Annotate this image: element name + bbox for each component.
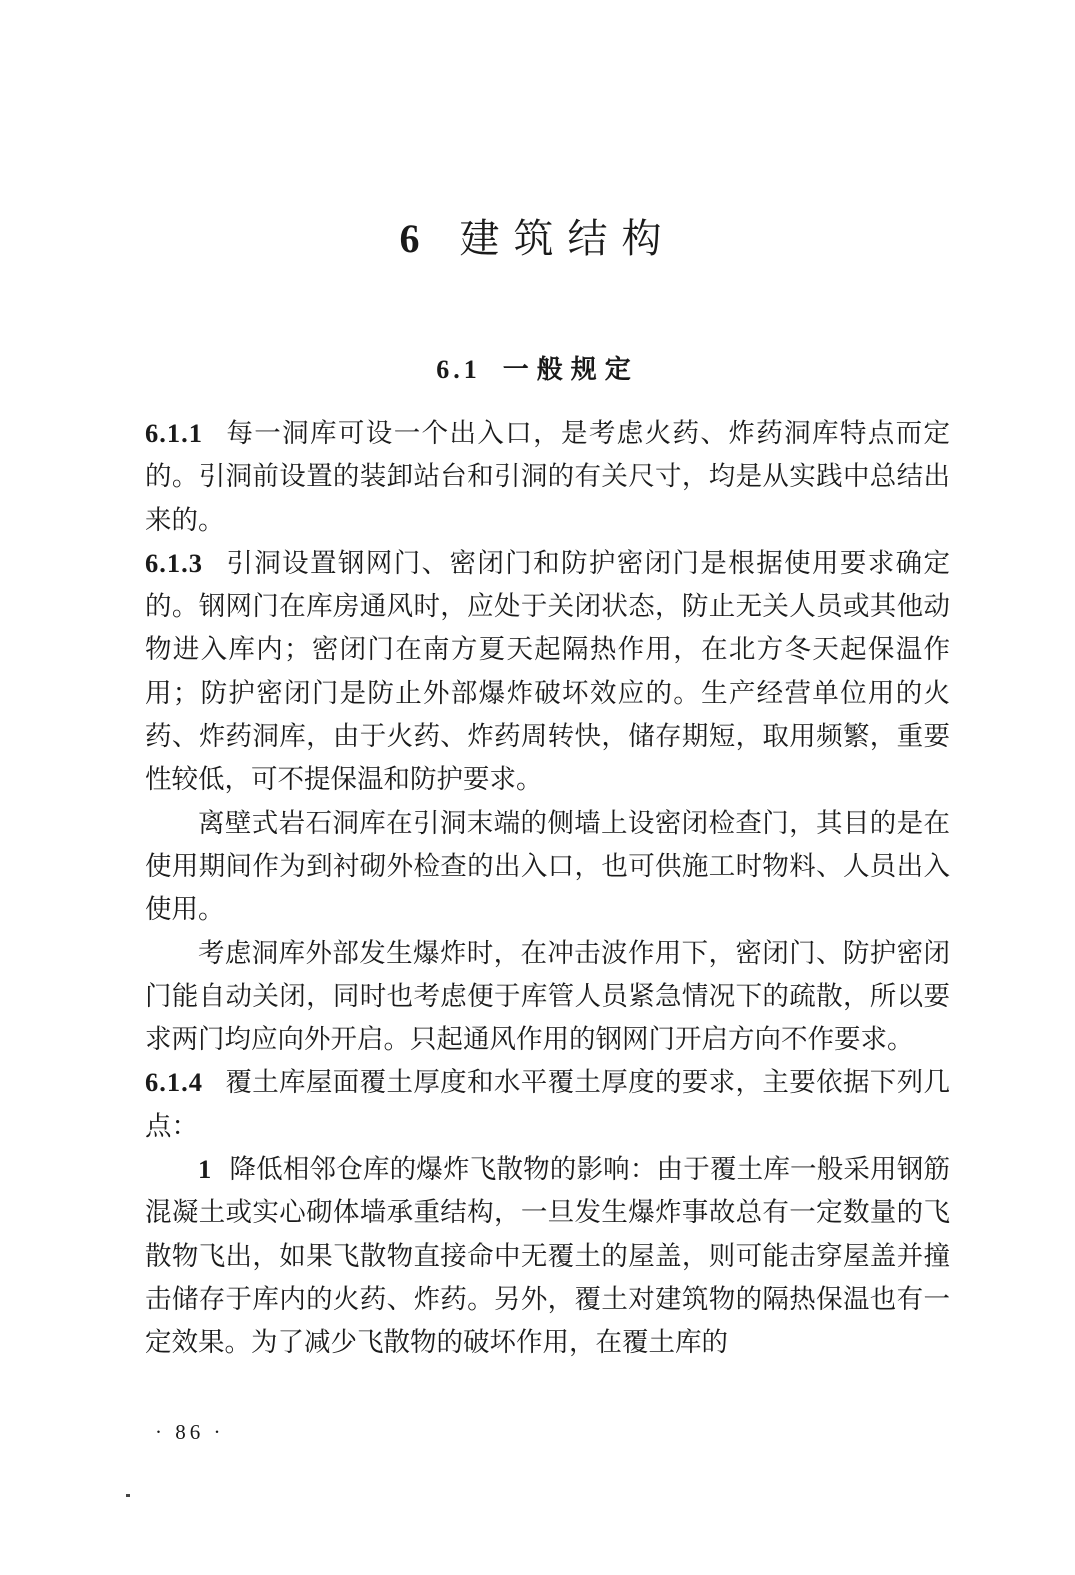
section-title bbox=[0, 350, 1075, 390]
clause-6-1-1 bbox=[145, 412, 950, 542]
clause-text: 每一洞库可设一个出入口，是考虑火药、炸药洞库特点而定的。引洞前设置的装卸站台和引洞的有关尺寸，均是从实践中总结出来的。 bbox=[145, 418, 950, 536]
item-number: 1 bbox=[198, 1154, 212, 1185]
clause-text: 覆土库屋面覆土厚度和水平覆土厚度的要求，主要依据下列几点： bbox=[145, 1067, 950, 1142]
clause-text: 引洞设置钢网门、密闭门和防护密闭门是根据使用要求确定的。钢网门在库房通风时，应处于关闭状态，防止无关人员或其他动物进入库内；密闭门在南方夏天起隔热作用，在北方冬天起保温作用；防护密闭门是防止外部爆炸破坏效应的。生产经营单位用的火药、炸药洞库，由于火药、炸药周转快，储存期短，取用频繁，重要性较低，可不提保温和防护要求。 bbox=[145, 547, 950, 796]
chapter-number: 6 bbox=[399, 216, 434, 261]
page-number: · 86 · bbox=[155, 1420, 225, 1444]
clause-number: 6.1.1 bbox=[145, 418, 203, 448]
item-text: 降低相邻仓库的爆炸飞散物的影响：由于覆土库一般采用钢筋混凝土或实心砌体墙承重结构，一旦发生爆炸事故总有一定数量的飞散物飞出，如果飞散物直接命中无覆土的屋盖，则可能击穿屋盖并撞击储存于库内的火药、炸药。另外，覆土对建筑物的隔热保温也有一定效果。为了减少飞散物的破坏作用，在覆土库的 bbox=[145, 1154, 950, 1359]
scan-speck bbox=[126, 1494, 130, 1497]
section-title-text: 一般规定 bbox=[502, 355, 639, 385]
clause-number: 6.1.3 bbox=[145, 547, 203, 578]
body-text bbox=[145, 412, 950, 1365]
clause-6-1-3-paragraph-3: 考虑洞库外部发生爆炸时，在冲击波作用下，密闭门、防护密闭门能自动关闭，同时也考虑便于库管人员紧急情况下的疏散，所以要求两门均应向外开启。只起通风作用的钢网门开启方向不作要求。 bbox=[145, 937, 950, 1056]
section-number: 6.1 bbox=[436, 355, 481, 384]
clause-6-1-4 bbox=[145, 1061, 950, 1148]
clause-6-1-3-paragraph-2: 离壁式岩石洞库在引洞末端的侧墙上设密闭检查门，其目的是在使用期间作为到衬砌外检查的出入口，也可供施工时物料、人员出入使用。 bbox=[145, 807, 950, 926]
chapter-title bbox=[0, 213, 1075, 265]
clause-number: 6.1.4 bbox=[145, 1067, 203, 1098]
chapter-title-text: 建筑结构 bbox=[459, 216, 676, 262]
clause-6-1-4-item-1 bbox=[145, 1148, 950, 1364]
clause-6-1-3 bbox=[145, 542, 950, 802]
